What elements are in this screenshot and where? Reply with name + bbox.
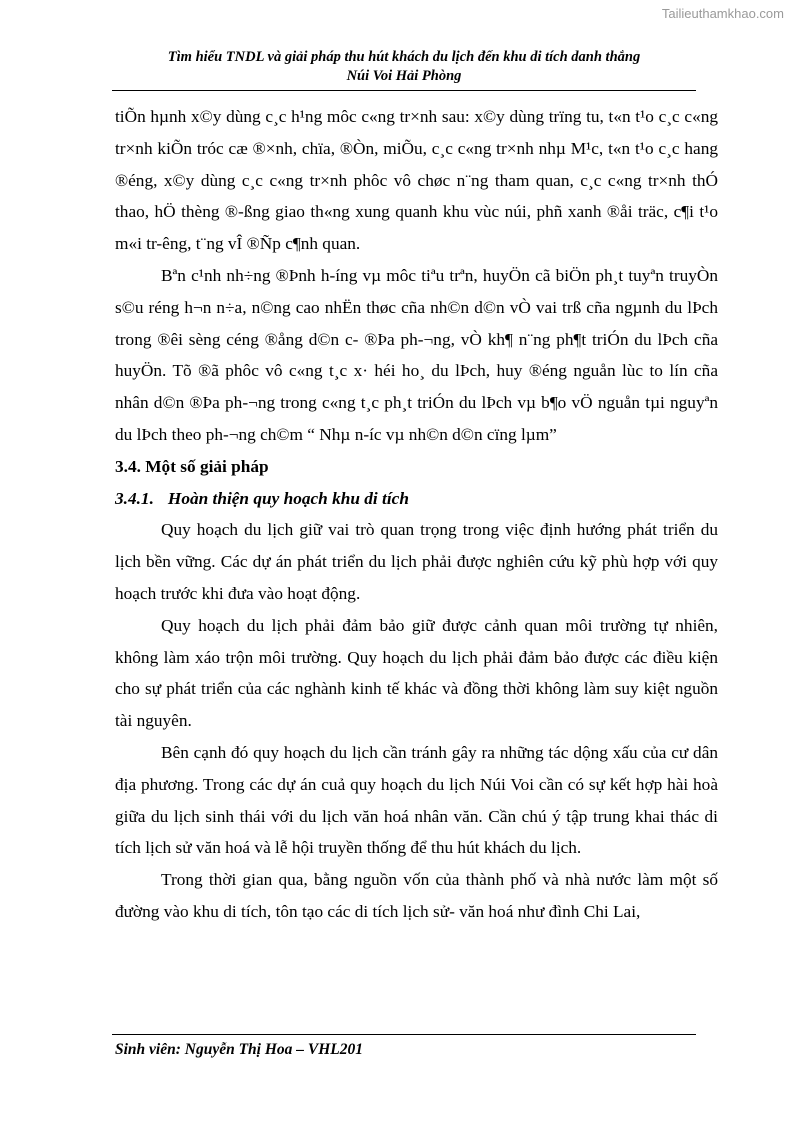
section-heading: 3.4. Một số giải pháp	[115, 456, 269, 476]
footer-divider	[112, 1034, 696, 1035]
watermark: Tailieuthamkhao.com	[661, 6, 784, 21]
paragraph-2: Bªn c¹nh nh÷ng ®Þnh h-íng vµ môc tiªu trªn, huyÖn cã biÖn ph¸t tuyªn truyÒn s©u réng h¬n n÷a, n©ng cao nhËn thøc cña nh©n d©n vÒ vai trß cña ngµnh du lÞch trong ®êi sèng céng ®ång d©n c- ®Þa ph-¬ng, vÒ kh¶ n¨ng ph¶t triÓn du lÞch cña huyÖn. Tõ ®ã phôc vô c«ng t¸c x· héi ho¸ du lÞch, huy ®éng nguån lùc to lín cña nhân d©n ®Þa ph-¬ng trong c«ng t¸c ph¸t triÓn du lÞch vµ b¶o vÖ nguån tµi nguyªn du lÞch theo ph-¬ng ch©m “ Nhµ n-íc vµ nh©n d©n cïng lµm”	[115, 265, 718, 444]
paragraph-5: Bên cạnh đó quy hoạch du lịch cần tránh gây ra những tác dộng xấu của cư dân địa phương. Trong các dự án cuả quy hoạch du lịch Núi Voi cần có sự kết hợp hài hoà giữa du lịch sinh thái với du lịch văn hoá nhân văn. Cần chú ý tập trung khai thác di tích lịch sử văn hoá và lễ hội truyền thống để thu hút khách du lịch.	[115, 742, 718, 858]
header-line-2: Núi Voi Hải Phòng	[346, 68, 462, 84]
subsection-number: 3.4.1.	[115, 488, 154, 508]
subsection-heading	[115, 483, 718, 515]
paragraph-4: Quy hoạch du lịch phải đảm bảo giữ được cảnh quan môi trường tự nhiên, không làm xáo trộn môi trường. Quy hoạch du lịch phải đảm bảo được các điều kiện cho sự phát triển của các nghành kinh tế khác và đồng thời không làm suy kiệt nguồn tài nguyên.	[115, 615, 718, 731]
page-footer: Sinh viên: Nguyễn Thị Hoa – VHL201	[115, 1041, 364, 1058]
paragraph-1: tiÕn hµnh x©y dùng c¸c h¹ng môc c«ng tr×nh sau: x©y dùng trïng tu, t«n t¹o c¸c c«ng tr×nh kiÕn tróc cæ ®×nh, chïa, ®Òn, miÕu, c¸c c«ng tr×nh nhµ M¹c, t«n t¹o c¸c hang ®éng, x©y dùng c¸c c«ng tr×nh phôc vô chøc n¨ng tham quan, c¸c c«ng tr×nh thÓ thao, hÖ thèng ®-ßng giao th«ng xung quanh khu vùc núi, phñ xanh ®åi träc, c¶i t¹o m«i tr-êng, t¨ng vÎ ®Ñp c¶nh quan.	[115, 107, 718, 254]
paragraph-6: Trong thời gian qua, bằng nguồn vốn của thành phố và nhà nước làm một số đường vào khu di tích, tôn tạo các di tích lịch sử- văn hoá như đình Chi Lai,	[115, 870, 718, 921]
subsection-title: Hoàn thiện quy hoạch khu di tích	[167, 488, 409, 508]
document-body	[115, 101, 718, 928]
paragraph-3: Quy hoạch du lịch giữ vai trò quan trọng trong việc định hướng phát triển du lịch bền vững. Các dự án phát triển du lịch phải được nghiên cứu kỹ phù hợp với quy hoạch trước khi đưa vào hoạt động.	[115, 520, 718, 603]
header-divider	[112, 90, 696, 91]
page-header	[112, 48, 696, 86]
header-line-1: Tìm hiểu TNDL và giải pháp thu hút khách du lịch đến khu di tích danh thắng	[167, 49, 641, 65]
